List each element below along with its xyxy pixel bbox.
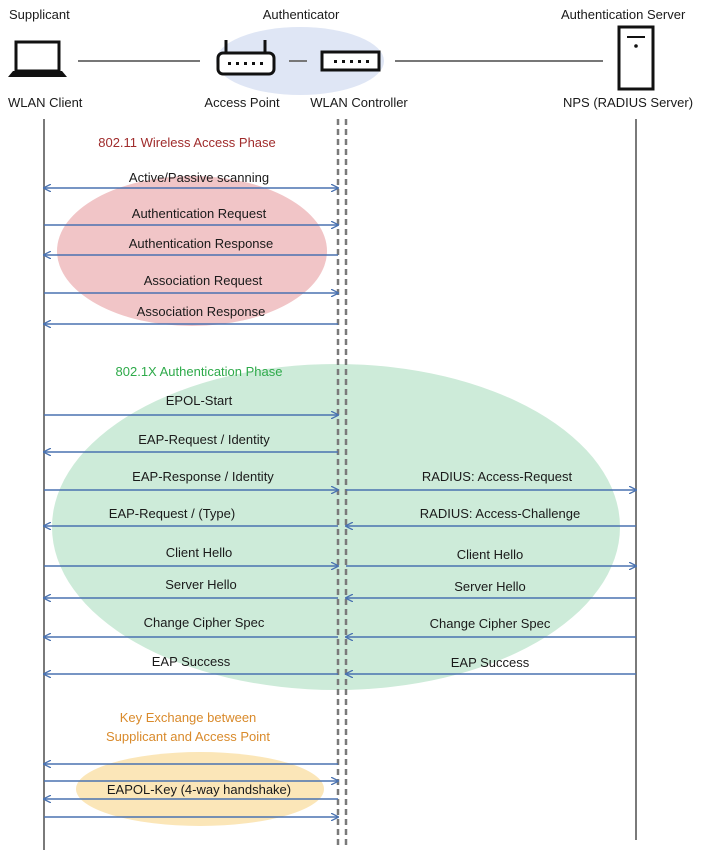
msg-server-hello-2: Server Hello (454, 579, 526, 594)
msg-eap-request-type: EAP-Request / (Type) (108, 506, 236, 521)
msg-client-hello-1: Client Hello (165, 545, 233, 560)
authenticator-label: Authenticator (262, 7, 340, 22)
wireless-phase-title: 802.11 Wireless Access Phase (98, 135, 276, 150)
msg-radius-access-request: RADIUS: Access-Request (421, 469, 573, 484)
dot1x-phase-title: 802.1X Authentication Phase (115, 364, 283, 379)
controller-icon (322, 52, 379, 70)
msg-radius-access-challenge: RADIUS: Access-Challenge (419, 506, 581, 521)
auth-server-label: Authentication Server (561, 7, 686, 22)
msg-eap-success-2: EAP Success (450, 655, 530, 670)
access-point-label: Access Point (204, 95, 280, 110)
key-exchange-title-line1: Key Exchange between (119, 710, 257, 725)
server-icon (619, 27, 653, 89)
msg-auth-request: Authentication Request (131, 206, 267, 221)
wlan-controller-label: WLAN Controller (310, 95, 408, 110)
nps-server-label: NPS (RADIUS Server) (563, 95, 694, 110)
msg-ccs-2: Change Cipher Spec (429, 616, 551, 631)
msg-auth-response: Authentication Response (128, 236, 274, 251)
msg-ccs-1: Change Cipher Spec (143, 615, 265, 630)
wlan-client-label: WLAN Client (8, 95, 83, 110)
key-exchange-title-line2: Supplicant and Access Point (105, 729, 271, 744)
msg-active-scan: Active/Passive scanning (128, 170, 270, 185)
msg-assoc-response: Association Response (136, 304, 266, 319)
supplicant-label: Supplicant (9, 7, 70, 22)
laptop-icon (8, 42, 67, 77)
msg-eapol-key: EAPOL-Key (4-way handshake) (106, 782, 292, 797)
msg-eap-success-1: EAP Success (151, 654, 231, 669)
msg-eap-request-identity: EAP-Request / Identity (138, 432, 270, 447)
msg-client-hello-2: Client Hello (456, 547, 524, 562)
key-exchange-title (106, 708, 270, 746)
msg-server-hello-1: Server Hello (165, 577, 237, 592)
dot1x-phase-ellipse (52, 364, 620, 690)
msg-eap-response-identity: EAP-Response / Identity (132, 469, 274, 484)
msg-epol-start: EPOL-Start (165, 393, 233, 408)
msg-assoc-request: Association Request (143, 273, 263, 288)
